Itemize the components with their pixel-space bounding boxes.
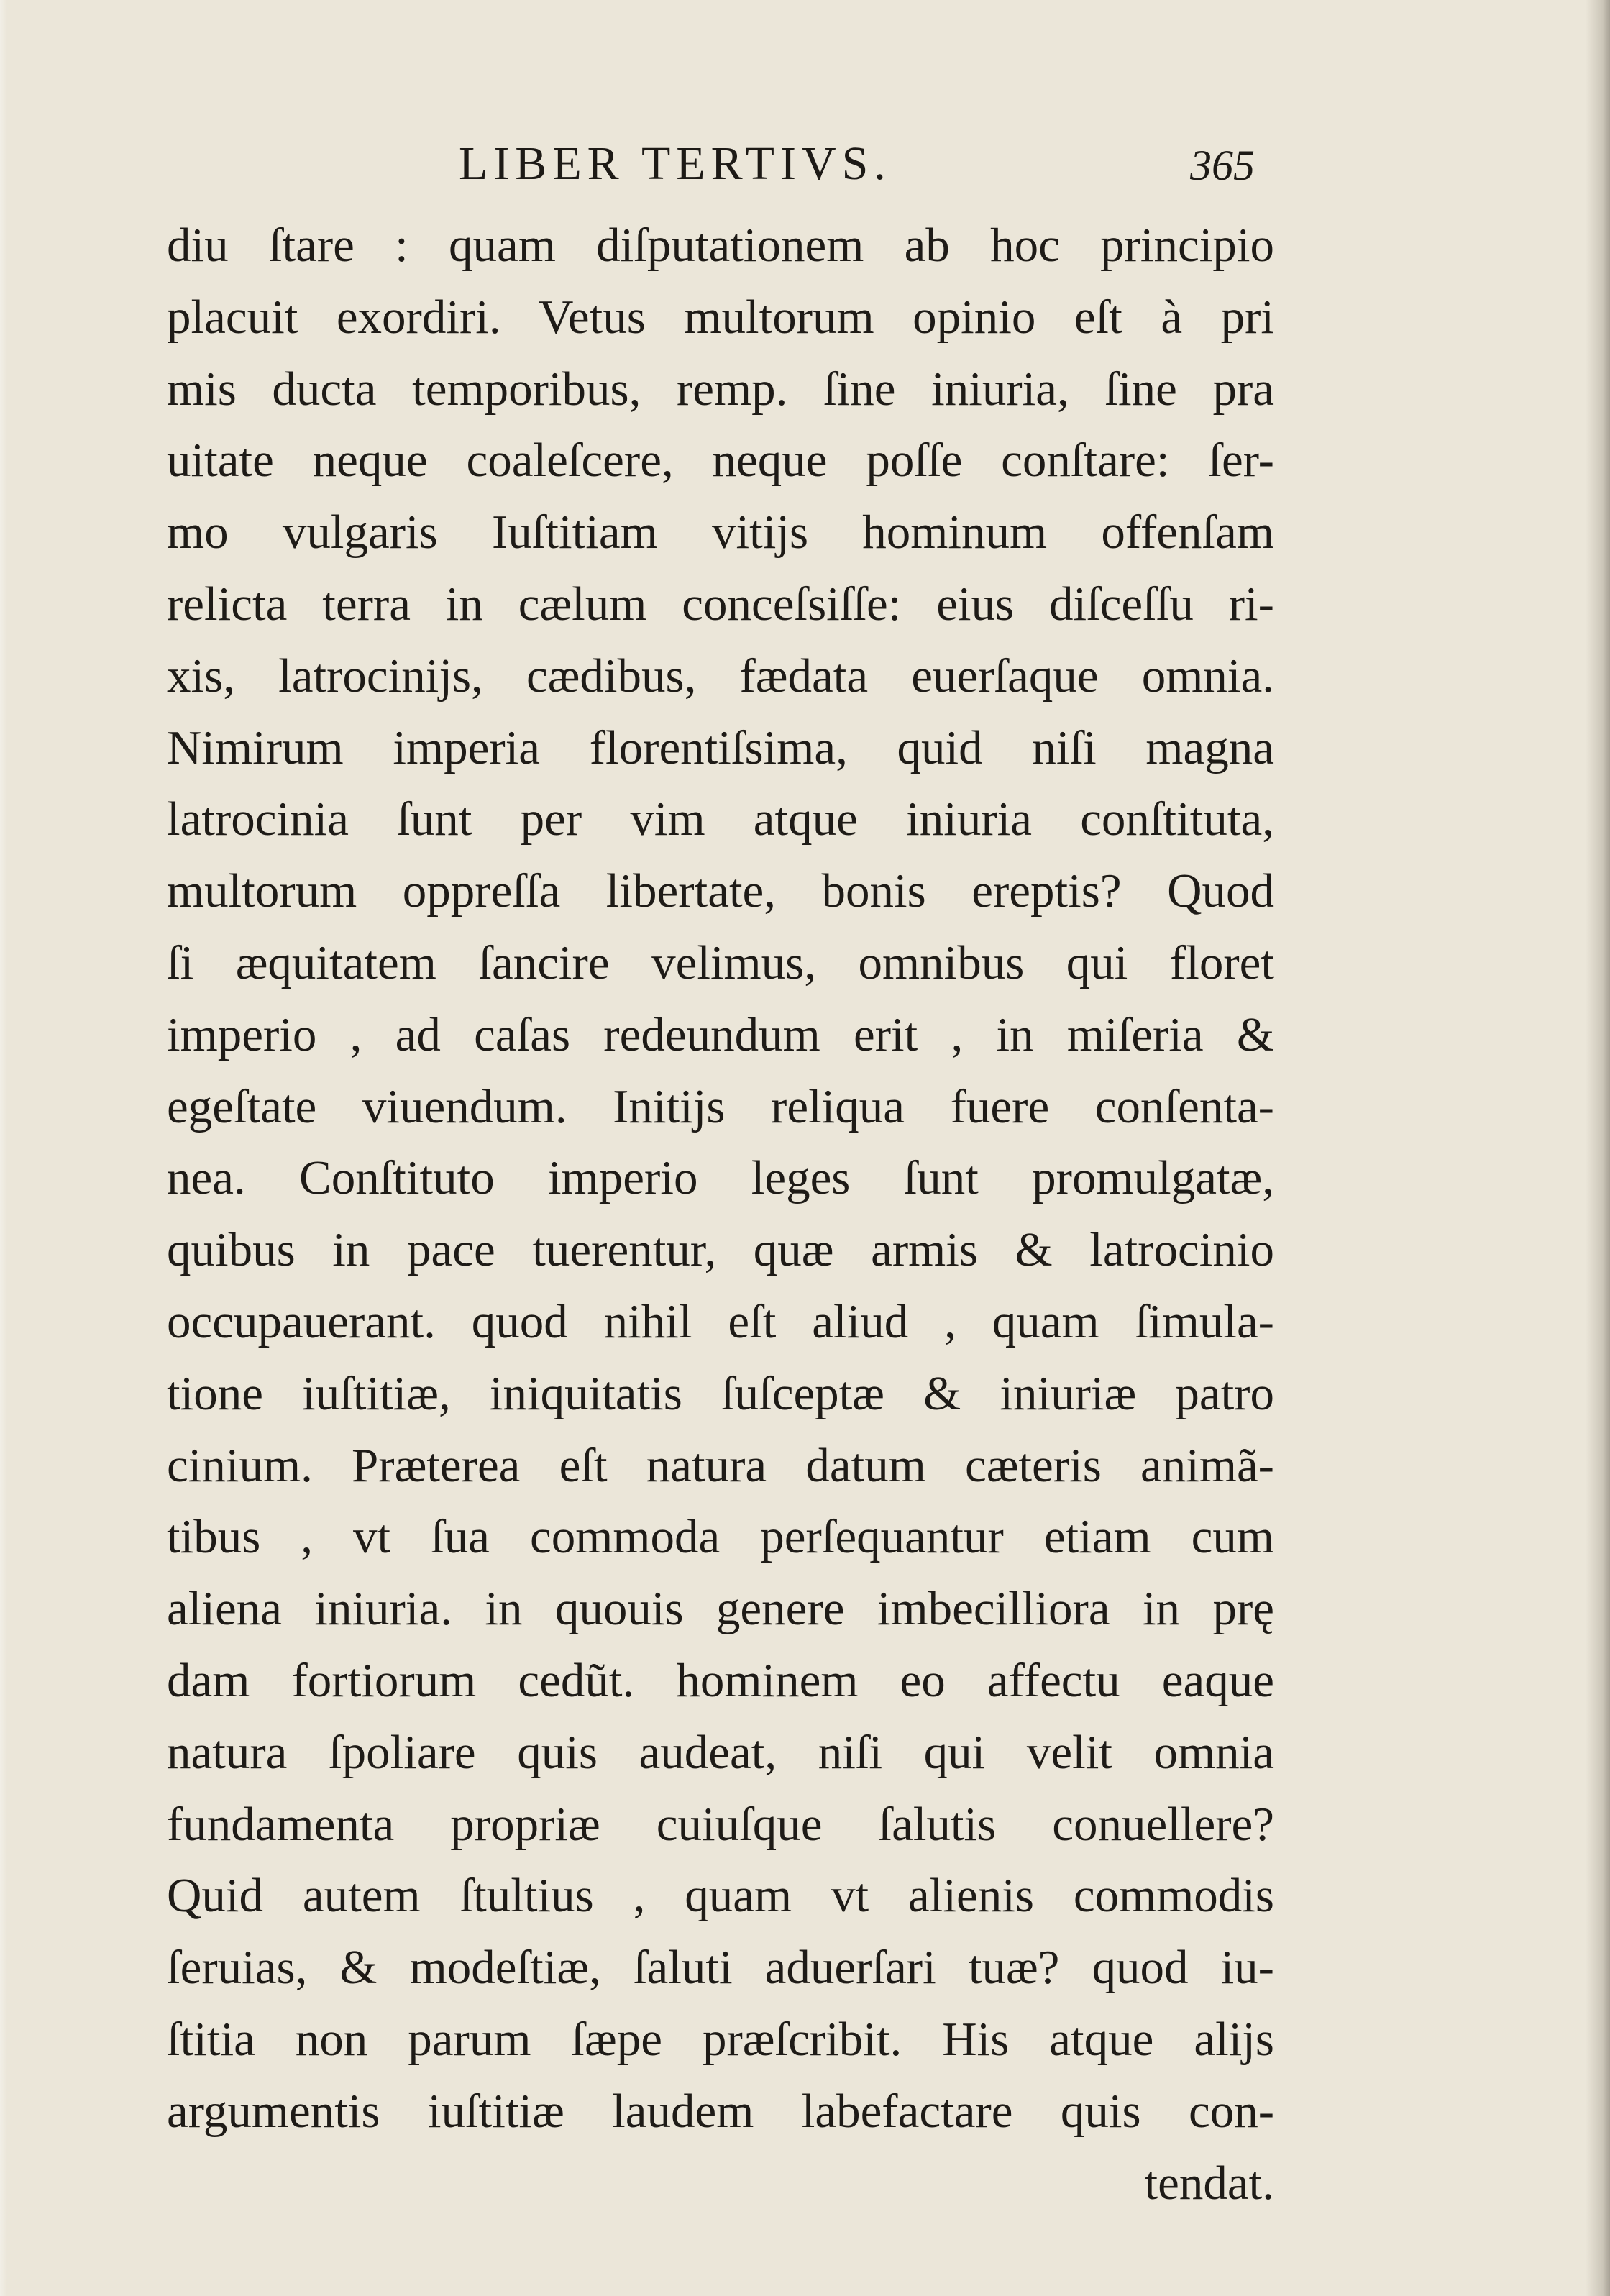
text-line: dam fortiorum cedũt. hominem eo affectu eaque: [167, 1653, 1274, 1707]
text-line: latrocinia ſunt per vim atque iniuria conſtituta,: [167, 792, 1274, 846]
text-line: diu ſtare : quam diſputationem ab hoc principio: [167, 219, 1274, 272]
text-line: placuit exordiri. Vetus multorum opinio eſt à pri: [167, 290, 1274, 344]
running-head: [165, 137, 1287, 201]
text-line: tibus , vt ſua commoda perſequantur etiam cum: [167, 1510, 1274, 1564]
text-line: ſi æquitatem ſancire velimus, omnibus qui floret: [167, 936, 1274, 989]
text-line-final: tendat.: [1144, 2156, 1274, 2210]
text-line: xis, latrocinijs, cædibus, fædata euerſaque omnia.: [167, 649, 1274, 703]
text-line: natura ſpoliare quis audeat, niſi qui velit omnia: [167, 1725, 1274, 1779]
page-left-edge: [0, 0, 7, 2296]
text-line: quibus in pace tuerentur, quæ armis & latrocinio: [167, 1223, 1274, 1277]
text-line: imperio , ad caſas redeundum erit , in miſeria &: [167, 1007, 1274, 1061]
text-line: uitate neque coaleſcere, neque poſſe conſtare: ſer-: [167, 434, 1274, 488]
body-text: [167, 210, 1274, 2219]
text-line: egeſtate viuendum. Initijs reliqua fuere conſenta-: [167, 1079, 1274, 1133]
text-line: fundamenta propriæ cuiuſque ſalutis conuellere?: [167, 1797, 1274, 1851]
text-line: mo vulgaris Iuſtitiam vitijs hominum offenſam: [167, 506, 1274, 559]
text-line: tione iuſtitiæ, iniquitatis ſuſceptæ & iniuriæ patro: [167, 1366, 1274, 1420]
text-line: cinium. Præterea eſt natura datum cæteris animã-: [167, 1438, 1274, 1492]
text-line: mis ducta temporibus, remp. ſine iniuria, ſine pra: [167, 362, 1274, 416]
text-line: multorum oppreſſa libertate, bonis ereptis? Quod: [167, 864, 1274, 918]
text-line: nea. Conſtituto imperio leges ſunt promulgatæ,: [167, 1151, 1274, 1205]
page-number: 365: [1190, 142, 1255, 189]
text-line: ſtitia non parum ſæpe præſcribit. His atque alijs: [167, 2012, 1274, 2066]
text-line: occupauerant. quod nihil eſt aliud , quam ſimula-: [167, 1294, 1274, 1348]
text-line: aliena iniuria. in quouis genere imbecilliora in prę: [167, 1582, 1274, 1636]
page-gutter-shadow: [1586, 0, 1610, 2296]
text-line: Nimirum imperia florentiſsima, quid niſi magna: [167, 721, 1274, 774]
text-line: Quid autem ſtultius , quam vt alienis commodis: [167, 1869, 1274, 1923]
running-title: LIBER TERTIVS.: [459, 137, 892, 190]
text-line: argumentis iuſtitiæ laudem labefactare quis con-: [167, 2084, 1274, 2138]
text-line: relicta terra in cælum conceſsiſſe: eius diſceſſu ri-: [167, 577, 1274, 631]
text-line: ſeruias, & modeſtiæ, ſaluti aduerſari tuæ? quod iu-: [167, 1941, 1274, 1995]
